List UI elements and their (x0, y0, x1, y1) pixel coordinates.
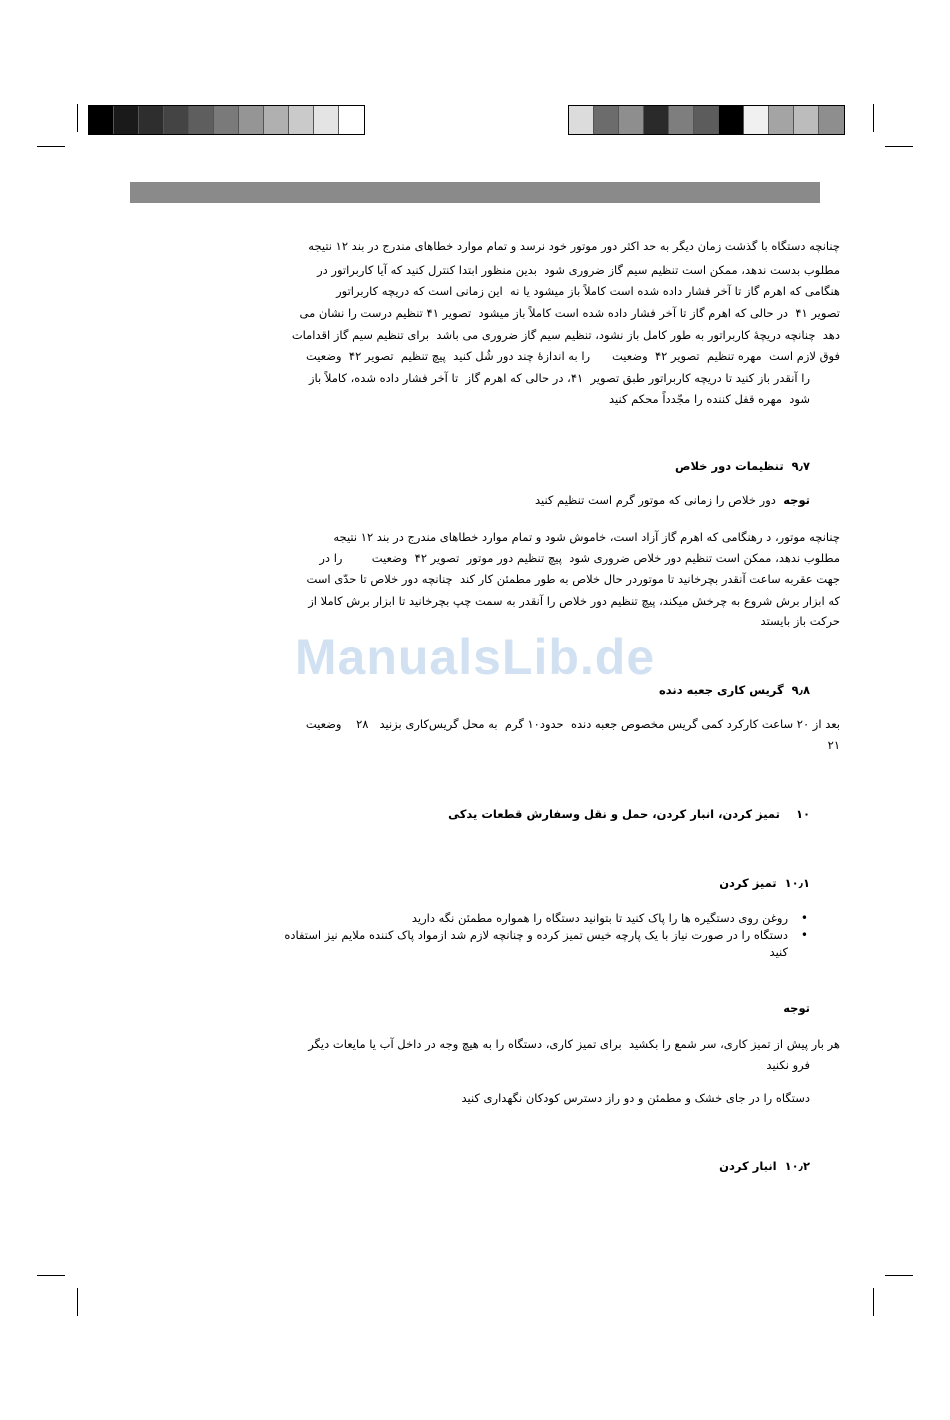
color-swatch (264, 106, 289, 134)
crop-mark-bottom-right-vertical (873, 1288, 874, 1316)
watermark: ManualsLib.de (294, 629, 656, 685)
text-line: بعد از ۲۰ ساعت کارکرد کمی گریس مخصوص جعبه دنده حدود۱۰ گرم به محل گریس‌کاری بزنید ۲۸ وضعیت (305, 717, 840, 731)
crop-mark-top-right-vertical (873, 104, 874, 132)
color-swatch (339, 106, 364, 134)
color-swatch (819, 106, 844, 134)
text-line: هر بار پیش از تمیز کاری، سر شمع را بکشید برای تمیز کاری، دستگاه را به هیچ وجه در داخل آب یا مایعات دیگر (308, 1037, 840, 1051)
list-item-text: دستگاه را در صورت نیاز با یک پارچه خیس تمیز کرده و چنانچه لازم شد ازمواد پاک کننده ملایم نیز استفاده کنید (284, 928, 788, 959)
crop-mark-top-left-vertical (77, 104, 78, 132)
color-swatch (744, 106, 769, 134)
color-strip-left (88, 105, 365, 135)
color-swatch (214, 106, 239, 134)
color-swatch (239, 106, 264, 134)
list-item (190, 910, 810, 927)
section-heading-10-2: ۱۰٫۲ انبار کردن (719, 1159, 810, 1173)
text-line: دهد چنانچه دریچهٔ کاربراتور به طور کامل باز نشود، تنظیم سیم گاز ضروری می باشد برای تنظیم سیم گاز اقدامات (291, 328, 840, 342)
crop-mark-bottom-left-vertical (77, 1288, 78, 1316)
crop-mark-bottom-right-horizontal (885, 1275, 913, 1276)
text-line: چنانچه دستگاه با گذشت زمان دیگر به حد اکثر دور موتور خود نرسد و تمام موارد خطاهای مندرج در بند ۱۲ نتیجه (308, 239, 840, 253)
storage-text: دستگاه را در جای خشک و مطمئن و دو راز دسترس کودکان نگهداری کنید (461, 1091, 810, 1105)
color-swatch (139, 106, 164, 134)
color-swatch (114, 106, 139, 134)
text-line: فوق لازم است مهره تنظیم تصویر ۴۲ وضعیت را به اندازهٔ چند دور شُل کنید پیچ تنظیم تصویر ۴۲ وضعیت (305, 349, 840, 363)
color-swatch (719, 106, 744, 134)
note-label: توجه (783, 493, 810, 507)
list-item (190, 927, 810, 961)
text-line: مطلوب ندهد، ممکن است تنظیم دور خلاص ضروری شود پیچ تنظیم دور موتور تصویر ۴۲ وضعیت را در (319, 551, 840, 565)
color-swatch (769, 106, 794, 134)
color-swatch (794, 106, 819, 134)
text-line: تصویر ۴۱ در حالی که اهرم گاز تا آخر فشار داده شده است کاملاً باز میشود تصویر ۴۱ تنظیم درست را نشان می (299, 306, 840, 320)
note-line (535, 492, 810, 509)
color-swatch (694, 106, 719, 134)
color-strip-right (568, 105, 845, 135)
color-swatch (89, 106, 114, 134)
text-line: جهت عقربه ساعت آنقدر بچرخانید تا موتوردر حال خلاص به طور مطمئن کار کند چنانچه دور خلاص تا حدّی است (306, 572, 840, 586)
cleaning-bullet-list (190, 910, 810, 961)
crop-mark-bottom-left-horizontal (37, 1275, 65, 1276)
text-line: حرکت باز بایستد (760, 614, 840, 628)
text-line: که ابزار برش شروع به چرخش میکند، پیچ تنظیم دور خلاص را آنقدر به سمت چپ بچرخانید تا ابزار برش کاملا از (308, 594, 840, 608)
text-line: ۲۱ (827, 738, 840, 752)
list-item-text: روغن روی دستگیره ها را پاک کنید تا بتوانید دستگاه را همواره مطمئن نگه دارید (411, 911, 788, 925)
text-line: شود مهره قفل کننده را مجّدداً محکم کنید (609, 392, 810, 406)
section-heading-9-7: ۹٫۷ تنظیمات دور خلاص (674, 459, 810, 473)
color-swatch (669, 106, 694, 134)
header-bar (130, 182, 820, 203)
section-heading-10: ۱۰ تمیز کردن، انبار کردن، حمل و نقل وسفارش قطعات یدکی (448, 807, 810, 821)
note-text: دور خلاص را زمانی که موتور گرم است تنظیم کنید (534, 493, 784, 507)
bullet-icon: • (800, 911, 808, 925)
note-heading: توجه (783, 1001, 810, 1015)
text-line: فرو نکنید (766, 1058, 810, 1072)
color-swatch (289, 106, 314, 134)
color-swatch (164, 106, 189, 134)
section-heading-10-1: ۱۰٫۱ تمیز کردن (719, 876, 810, 890)
crop-mark-top-right-horizontal (885, 146, 913, 147)
text-line: مطلوب بدست ندهد، ممکن است تنظیم سیم گاز ضروری شود بدین منظور ابتدا کنترل کنید که آیا کاربراتور در (317, 263, 840, 277)
color-swatch (644, 106, 669, 134)
text-line: را آنقدر باز کنید تا دریچه کاربراتور طبق تصویر ۴۱، در حالی که اهرم گاز تا آخر فشار داده شده، کاملاً باز (309, 371, 810, 385)
color-swatch (619, 106, 644, 134)
text-line: هنگامی که اهرم گاز تا آخر فشار داده شده است کاملاً باز میشود یا نه این زمانی است که دریچه کاربراتور (336, 284, 840, 298)
color-swatch (569, 106, 594, 134)
color-swatch (594, 106, 619, 134)
crop-mark-top-left-horizontal (37, 146, 65, 147)
color-swatch (314, 106, 339, 134)
text-line: چنانچه موتور، د رهنگامی که اهرم گاز آزاد است، خاموش شود و تمام موارد خطاهای مندرج در بند ۱۲ نتیجه (333, 530, 840, 544)
bullet-icon: • (800, 928, 808, 942)
section-heading-9-8: ۹٫۸ گریس کاری جعبه دنده (658, 683, 810, 697)
color-swatch (189, 106, 214, 134)
